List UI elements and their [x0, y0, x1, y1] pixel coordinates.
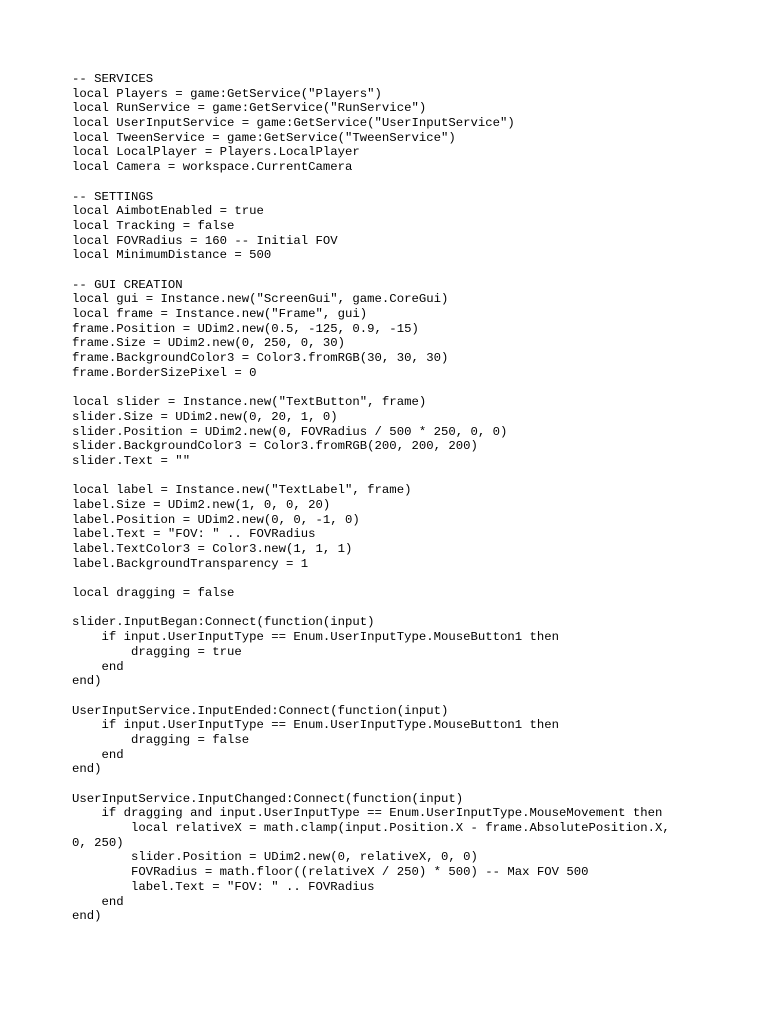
code-line: end [72, 659, 124, 674]
code-line [72, 380, 712, 395]
code-line: label.Text = "FOV: " .. FOVRadius [72, 527, 316, 542]
code-line [72, 777, 712, 792]
code-line: local LocalPlayer = Players.LocalPlayer [72, 145, 360, 160]
code-line: label.Size = UDim2.new(1, 0, 0, 20) [72, 497, 331, 512]
code-line: frame.BackgroundColor3 = Color3.fromRGB(30, 30, 30) [72, 351, 449, 366]
code-line: local AimbotEnabled = true [72, 204, 264, 219]
code-line: slider.Text = "" [72, 453, 191, 468]
code-line: frame.BorderSizePixel = 0 [72, 365, 257, 380]
code-line [72, 469, 712, 484]
code-line: 0, 250) [72, 835, 124, 850]
code-line: local relativeX = math.clamp(input.Position.X - frame.AbsolutePosition.X, [72, 821, 670, 836]
code-line: dragging = false [72, 732, 250, 747]
code-line: label.BackgroundTransparency = 1 [72, 556, 309, 571]
code-line: slider.BackgroundColor3 = Color3.fromRGB(200, 200, 200) [72, 439, 478, 454]
code-line: end) [72, 909, 102, 924]
code-line: label.TextColor3 = Color3.new(1, 1, 1) [72, 542, 353, 556]
code-line: slider.Size = UDim2.new(0, 20, 1, 0) [72, 409, 338, 424]
code-line: -- SERVICES [72, 72, 154, 86]
code-line [72, 571, 712, 586]
code-line: local MinimumDistance = 500 [72, 248, 272, 263]
code-line: local label = Instance.new("TextLabel", frame) [72, 483, 412, 498]
code-line: if input.UserInputType == Enum.UserInputType.MouseButton1 then [72, 630, 560, 645]
code-line: if input.UserInputType == Enum.UserInputType.MouseButton1 then [72, 718, 560, 733]
code-line: FOVRadius = math.floor((relativeX / 250) * 500) -- Max FOV 500 [72, 865, 589, 880]
code-line: local Tracking = false [72, 218, 235, 233]
code-block [72, 72, 712, 924]
code-line: end [72, 747, 124, 762]
code-line: local slider = Instance.new("TextButton", frame) [72, 395, 427, 410]
code-line: label.Text = "FOV: " .. FOVRadius [72, 879, 375, 894]
code-line: local Camera = workspace.CurrentCamera [72, 160, 353, 175]
code-line: -- SETTINGS [72, 189, 154, 204]
code-line: local frame = Instance.new("Frame", gui) [72, 307, 368, 321]
code-line [72, 601, 712, 616]
code-line [72, 689, 712, 704]
code-line: end) [72, 762, 102, 777]
code-line: local dragging = false [72, 586, 235, 601]
code-line: slider.Position = UDim2.new(0, relativeX, 0, 0) [72, 850, 478, 865]
code-line: local gui = Instance.new("ScreenGui", game.CoreGui) [72, 292, 449, 307]
code-line: if dragging and input.UserInputType == Enum.UserInputType.MouseMovement then [72, 806, 663, 821]
code-line: frame.Position = UDim2.new(0.5, -125, 0.9, -15) [72, 321, 419, 336]
code-line: UserInputService.InputEnded:Connect(function(input) [72, 703, 449, 718]
code-line: UserInputService.InputChanged:Connect(function(input) [72, 791, 464, 806]
code-line: slider.InputBegan:Connect(function(input) [72, 615, 375, 630]
code-line: local FOVRadius = 160 -- Initial FOV [72, 233, 338, 248]
code-line [72, 175, 712, 190]
code-line: frame.Size = UDim2.new(0, 250, 0, 30) [72, 336, 346, 351]
code-line: local RunService = game:GetService("RunService") [72, 101, 427, 116]
code-line: end [72, 894, 124, 909]
code-line: -- GUI CREATION [72, 277, 183, 292]
code-line: label.Position = UDim2.new(0, 0, -1, 0) [72, 512, 360, 527]
code-line: local Players = game:GetService("Players") [72, 86, 382, 101]
code-line: local TweenService = game:GetService("TweenService") [72, 130, 456, 145]
code-line: local UserInputService = game:GetService("UserInputService") [72, 116, 515, 131]
code-line: slider.Position = UDim2.new(0, FOVRadius / 500 * 250, 0, 0) [72, 424, 508, 439]
code-line: dragging = true [72, 644, 242, 659]
code-line: end) [72, 674, 102, 689]
code-line [72, 263, 712, 278]
